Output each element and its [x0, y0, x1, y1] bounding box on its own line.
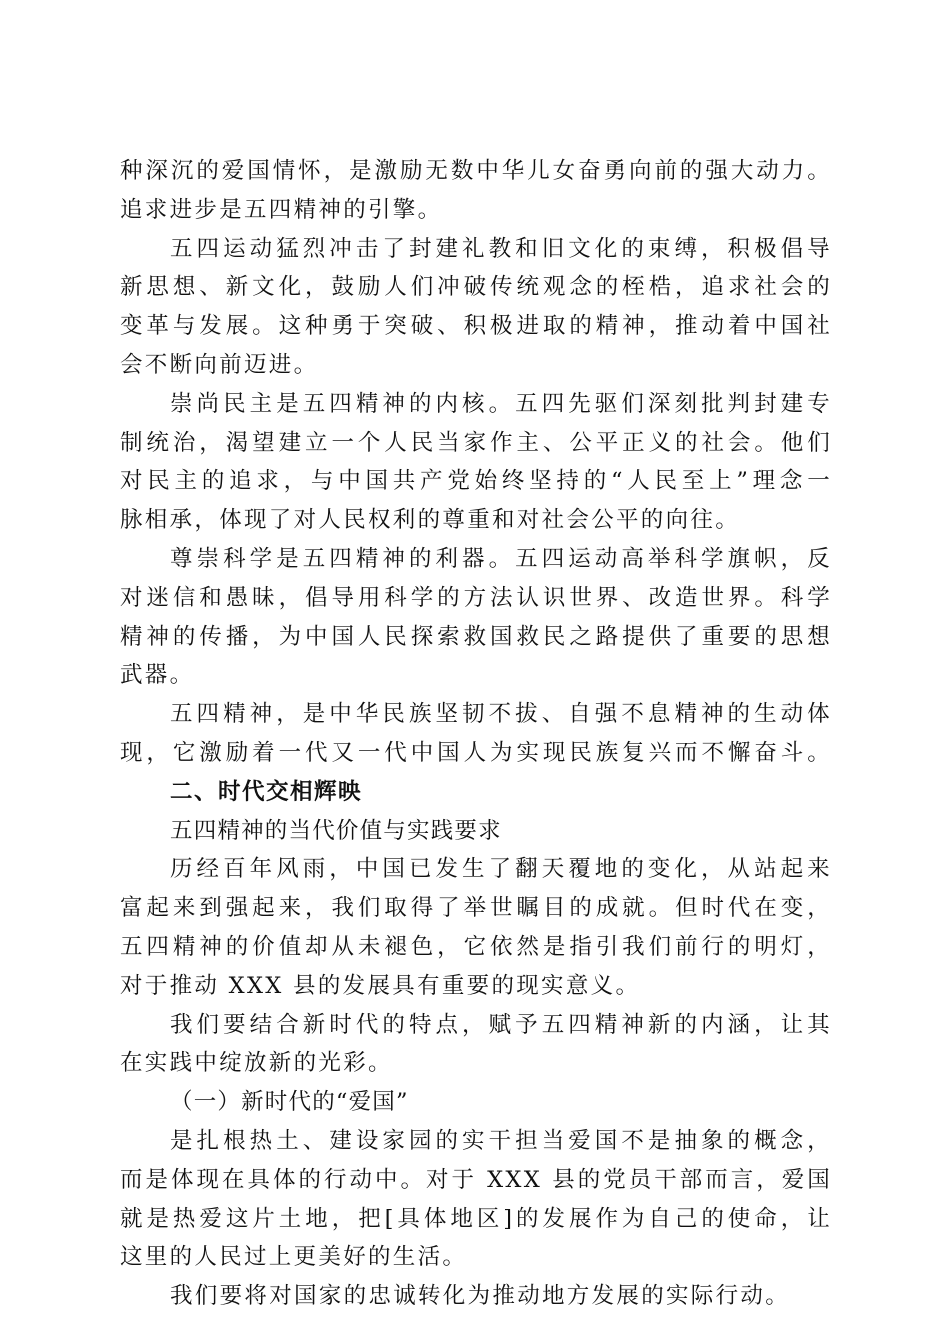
body-line: 在实践中绽放新的光彩。 — [120, 1050, 393, 1077]
body-line: 对民主的追求，与中国共产党始终坚持的“人民至上”理念一 — [120, 468, 832, 495]
body-line: 五四精神，是中华民族坚韧不拔、自强不息精神的生动体 — [170, 701, 832, 728]
body-line: 精神的传播，为中国人民探索救国救民之路提供了重要的思想 — [120, 623, 832, 650]
subsection-heading: （一）新时代的“爱国” — [170, 1089, 409, 1116]
body-line: 追求进步是五四精神的引擎。 — [120, 196, 443, 223]
document-body — [120, 152, 832, 1316]
body-line: 现，它激励着一代又一代中国人为实现民族复兴而不懈奋斗。 — [120, 739, 832, 766]
body-line: 是扎根热土、建设家园的实干担当爱国不是抽象的概念， — [170, 1127, 832, 1154]
body-line: 新思想、新文化，鼓励人们冲破传统观念的桎梏，追求社会的 — [120, 274, 832, 301]
section-subtitle: 五四精神的当代价值与实践要求 — [170, 817, 502, 844]
body-line: 富起来到强起来，我们取得了举世瞩目的成就。但时代在变， — [120, 895, 832, 922]
body-line: 变革与发展。这种勇于突破、积极进取的精神，推动着中国社 — [120, 313, 832, 340]
body-line: 种深沉的爱国情怀，是激励无数中华儿女奋勇向前的强大动力。 — [120, 158, 832, 184]
body-line: 对于推动 XXX 县的发展具有重要的现实意义。 — [120, 972, 641, 999]
body-line: 而是体现在具体的行动中。对于 XXX 县的党员干部而言，爱国 — [120, 1166, 832, 1193]
body-line: 脉相承，体现了对人民权利的尊重和对社会公平的向往。 — [120, 507, 741, 534]
body-line: 我们要结合新时代的特点，赋予五四精神新的内涵，让其 — [170, 1011, 832, 1038]
body-line: 五四精神的价值却从未褪色，它依然是指引我们前行的明灯， — [120, 933, 832, 960]
body-line: 制统治，渴望建立一个人民当家作主、公平正义的社会。他们 — [120, 429, 832, 456]
body-line: 五四运动猛烈冲击了封建礼教和旧文化的束缚，积极倡导 — [170, 235, 832, 262]
body-line: 尊崇科学是五四精神的利器。五四运动高举科学旗帜，反 — [170, 545, 832, 572]
body-line: 就是热爱这片土地，把[具体地区]的发展作为自己的使命，让 — [120, 1205, 832, 1232]
body-line: 会不断向前迈进。 — [120, 351, 319, 378]
body-line: 崇尚民主是五四精神的内核。五四先驱们深刻批判封建专 — [170, 390, 832, 417]
section-heading: 二、时代交相辉映 — [170, 778, 363, 805]
body-line: 历经百年风雨，中国已发生了翻天覆地的变化，从站起来 — [170, 856, 832, 883]
body-line: 这里的人民过上更美好的生活。 — [120, 1244, 468, 1271]
body-line: 武器。 — [120, 662, 195, 689]
body-line: 对迷信和愚昧，倡导用科学的方法认识世界、改造世界。科学 — [120, 584, 832, 611]
body-line: 我们要将对国家的忠诚转化为推动地方发展的实际行动。 — [170, 1283, 791, 1310]
